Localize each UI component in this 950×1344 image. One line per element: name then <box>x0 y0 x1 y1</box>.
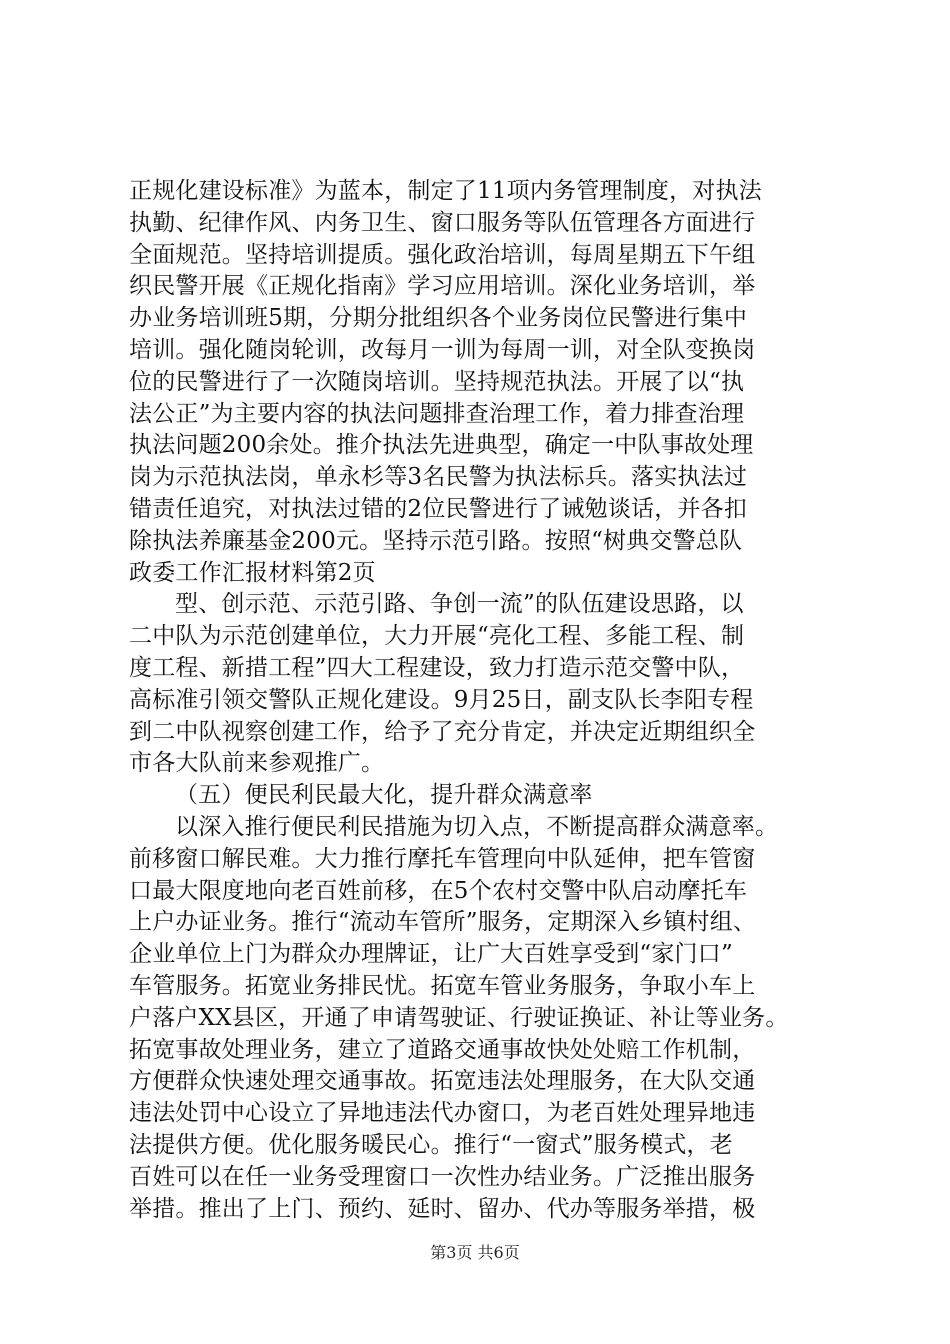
text-line: 举措。推出了上门、预约、延时、留办、代办等服务举措，极 <box>129 1195 756 1222</box>
text-line: 拓宽事故处理业务，建立了道路交通事故快处处赔工作机制， <box>129 1036 756 1063</box>
text-line: 车管服务。拓宽业务排民忧。拓宽车管业务服务，争取小车上 <box>129 972 756 999</box>
text-line: 户落户XX县区，开通了申请驾驶证、行驶证换证、补让等业务。 <box>129 1004 789 1031</box>
text-line: 执勤、纪律作风、内务卫生、窗口服务等队伍管理各方面进行 <box>129 209 756 236</box>
text-line: 执法问题200余处。推介执法先进典型，确定一中队事故处理 <box>129 432 754 459</box>
text-line: 以深入推行便民利民措施为切入点，不断提高群众满意率。 <box>175 813 779 840</box>
text-line: 到二中队视察创建工作，给予了充分肯定，并决定近期组织全 <box>129 718 756 745</box>
text-line: 违法处罚中心设立了异地违法代办窗口，为老百姓处理异地违 <box>129 1100 756 1127</box>
page-footer: 第3页 共6页 <box>430 1243 520 1262</box>
text-line: （五）便民利民最大化，提升群众满意率 <box>175 782 593 809</box>
text-line: 市各大队前来参观推广。 <box>129 750 385 777</box>
text-line: 上户办证业务。推行“流动车管所”服务，定期深入乡镇村组、 <box>129 909 757 936</box>
text-line: 除执法养廉基金200元。坚持示范引路。按照“树典交警总队 <box>129 527 743 554</box>
text-line: 办业务培训班5期，分期分批组织各个业务岗位民警进行集中 <box>129 305 748 332</box>
text-line: 度工程、新措工程”四大工程建设，致力打造示范交警中队， <box>129 654 745 681</box>
text-line: 错责任追究，对执法过错的2位民警进行了诫勉谈话，并各扣 <box>129 495 748 522</box>
document-body <box>129 176 829 1225</box>
text-line: 二中队为示范创建单位，大力开展“亮化工程、多能工程、制 <box>129 623 745 650</box>
text-line: 政委工作汇报材料第2页 <box>129 559 376 586</box>
text-line: 企业单位上门为群众办理牌证，让广大百姓享受到“家门口” <box>129 941 733 968</box>
text-line: 高标准引领交警队正规化建设。9月25日，副支队长李阳专程 <box>129 686 754 713</box>
text-line: 岗为示范执法岗，单永杉等3名民警为执法标兵。落实执法过 <box>129 464 748 491</box>
text-line: 织民警开展《正规化指南》学习应用培训。深化业务培训，举 <box>129 273 756 300</box>
text-line: 方便群众快速处理交通事故。拓宽违法处理服务，在大队交通 <box>129 1068 756 1095</box>
text-line: 培训。强化随岗轮训，改每月一训为每周一训，对全队变换岗 <box>129 336 756 363</box>
text-line: 型、创示范、示范引路、争创一流”的队伍建设思路，以 <box>175 591 744 618</box>
text-line: 口最大限度地向老百姓前移，在5个农村交警中队启动摩托车 <box>129 877 748 904</box>
text-line: 法提供方便。优化服务暖民心。推行“一窗式”服务模式，老 <box>129 1131 733 1158</box>
text-line: 前移窗口解民难。大力推行摩托车管理向中队延伸，把车管窗 <box>129 845 756 872</box>
text-line: 百姓可以在任一业务受理窗口一次性办结业务。广泛推出服务 <box>129 1163 756 1190</box>
text-line: 正规化建设标准》为蓝本，制定了11项内务管理制度，对执法 <box>129 178 762 204</box>
text-line: 全面规范。坚持培训提质。强化政治培训，每周星期五下午组 <box>129 241 756 268</box>
text-line: 位的民警进行了一次随岗培训。坚持规范执法。开展了以“执 <box>129 368 745 395</box>
text-line: 法公正”为主要内容的执法问题排查治理工作，着力排查治理 <box>129 400 745 427</box>
